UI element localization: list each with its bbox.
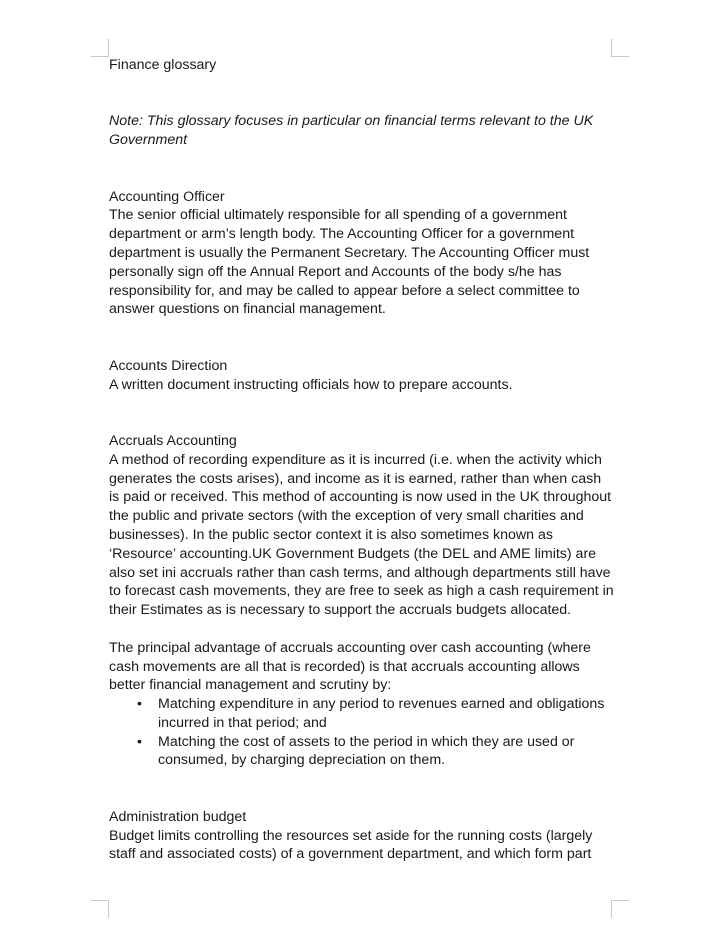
entry-term: Administration budget	[109, 808, 247, 825]
entry-definition: A written document instructing officials how to prepare accounts.	[109, 376, 513, 393]
entry-definition: A method of recording expenditure as it is incurred (i.e. when the activity which generates the costs arises), and income as it is earned, rather than when cash is paid or received. This method of accounting is now used in the UK throughout the public and private sectors (with the exception of very small charities and businesses). In the public sector context it is also sometimes known as ‘Resource’ accounting.UK Government Budgets (the DEL and AME limits) are also set ini accruals rather than cash terms, and although departments still have to forecast cash movements, they are free to seek as high a cash requirement in their Estimates as is necessary to support the accruals budgets allocated.	[109, 451, 614, 619]
bullet-list	[109, 695, 614, 770]
document-page	[109, 56, 614, 864]
glossary-note: Note: This glossary focuses in particular on financial terms relevant to the UK Government	[109, 113, 594, 149]
entry-term: Accounts Direction	[109, 357, 228, 374]
entry-term: Accruals Accounting	[109, 432, 237, 449]
glossary-entry-accruals-accounting	[109, 432, 614, 770]
bullet-item: • Matching the cost of assets to the period in which they are used or consumed, by charging depreciation on them.	[158, 733, 614, 771]
glossary-entry-administration-budget	[109, 808, 614, 864]
glossary-entry-accounting-officer	[109, 188, 614, 320]
crop-mark-bottom-right	[611, 900, 629, 918]
glossary-entry-accounts-direction	[109, 357, 614, 395]
entry-definition: The senior official ultimately responsible for all spending of a government department or arm’s length body. The Accounting Officer for a government department is usually the Permanent Secretary. The Accounting Officer must personally sign off the Annual Report and Accounts of the body s/he has responsibility for, and may be called to appear before a select committee to answer questions on financial management.	[109, 207, 590, 318]
entry-paragraph-2: The principal advantage of accruals accounting over cash accounting (where cash movements are all that is recorded) is that accruals accounting allows better financial management and scrutiny by:	[109, 639, 591, 694]
crop-mark-top-left	[91, 39, 109, 57]
bullet-item: • Matching expenditure in any period to revenues earned and obligations incurred in that period; and	[158, 695, 614, 733]
crop-mark-top-right	[611, 39, 629, 57]
entry-term: Accounting Officer	[109, 188, 225, 205]
crop-mark-bottom-left	[91, 900, 109, 918]
entry-definition: Budget limits controlling the resources set aside for the running costs (largely staff and associated costs) of a government department, and which form part	[109, 827, 593, 863]
document-title: Finance glossary	[109, 57, 217, 73]
